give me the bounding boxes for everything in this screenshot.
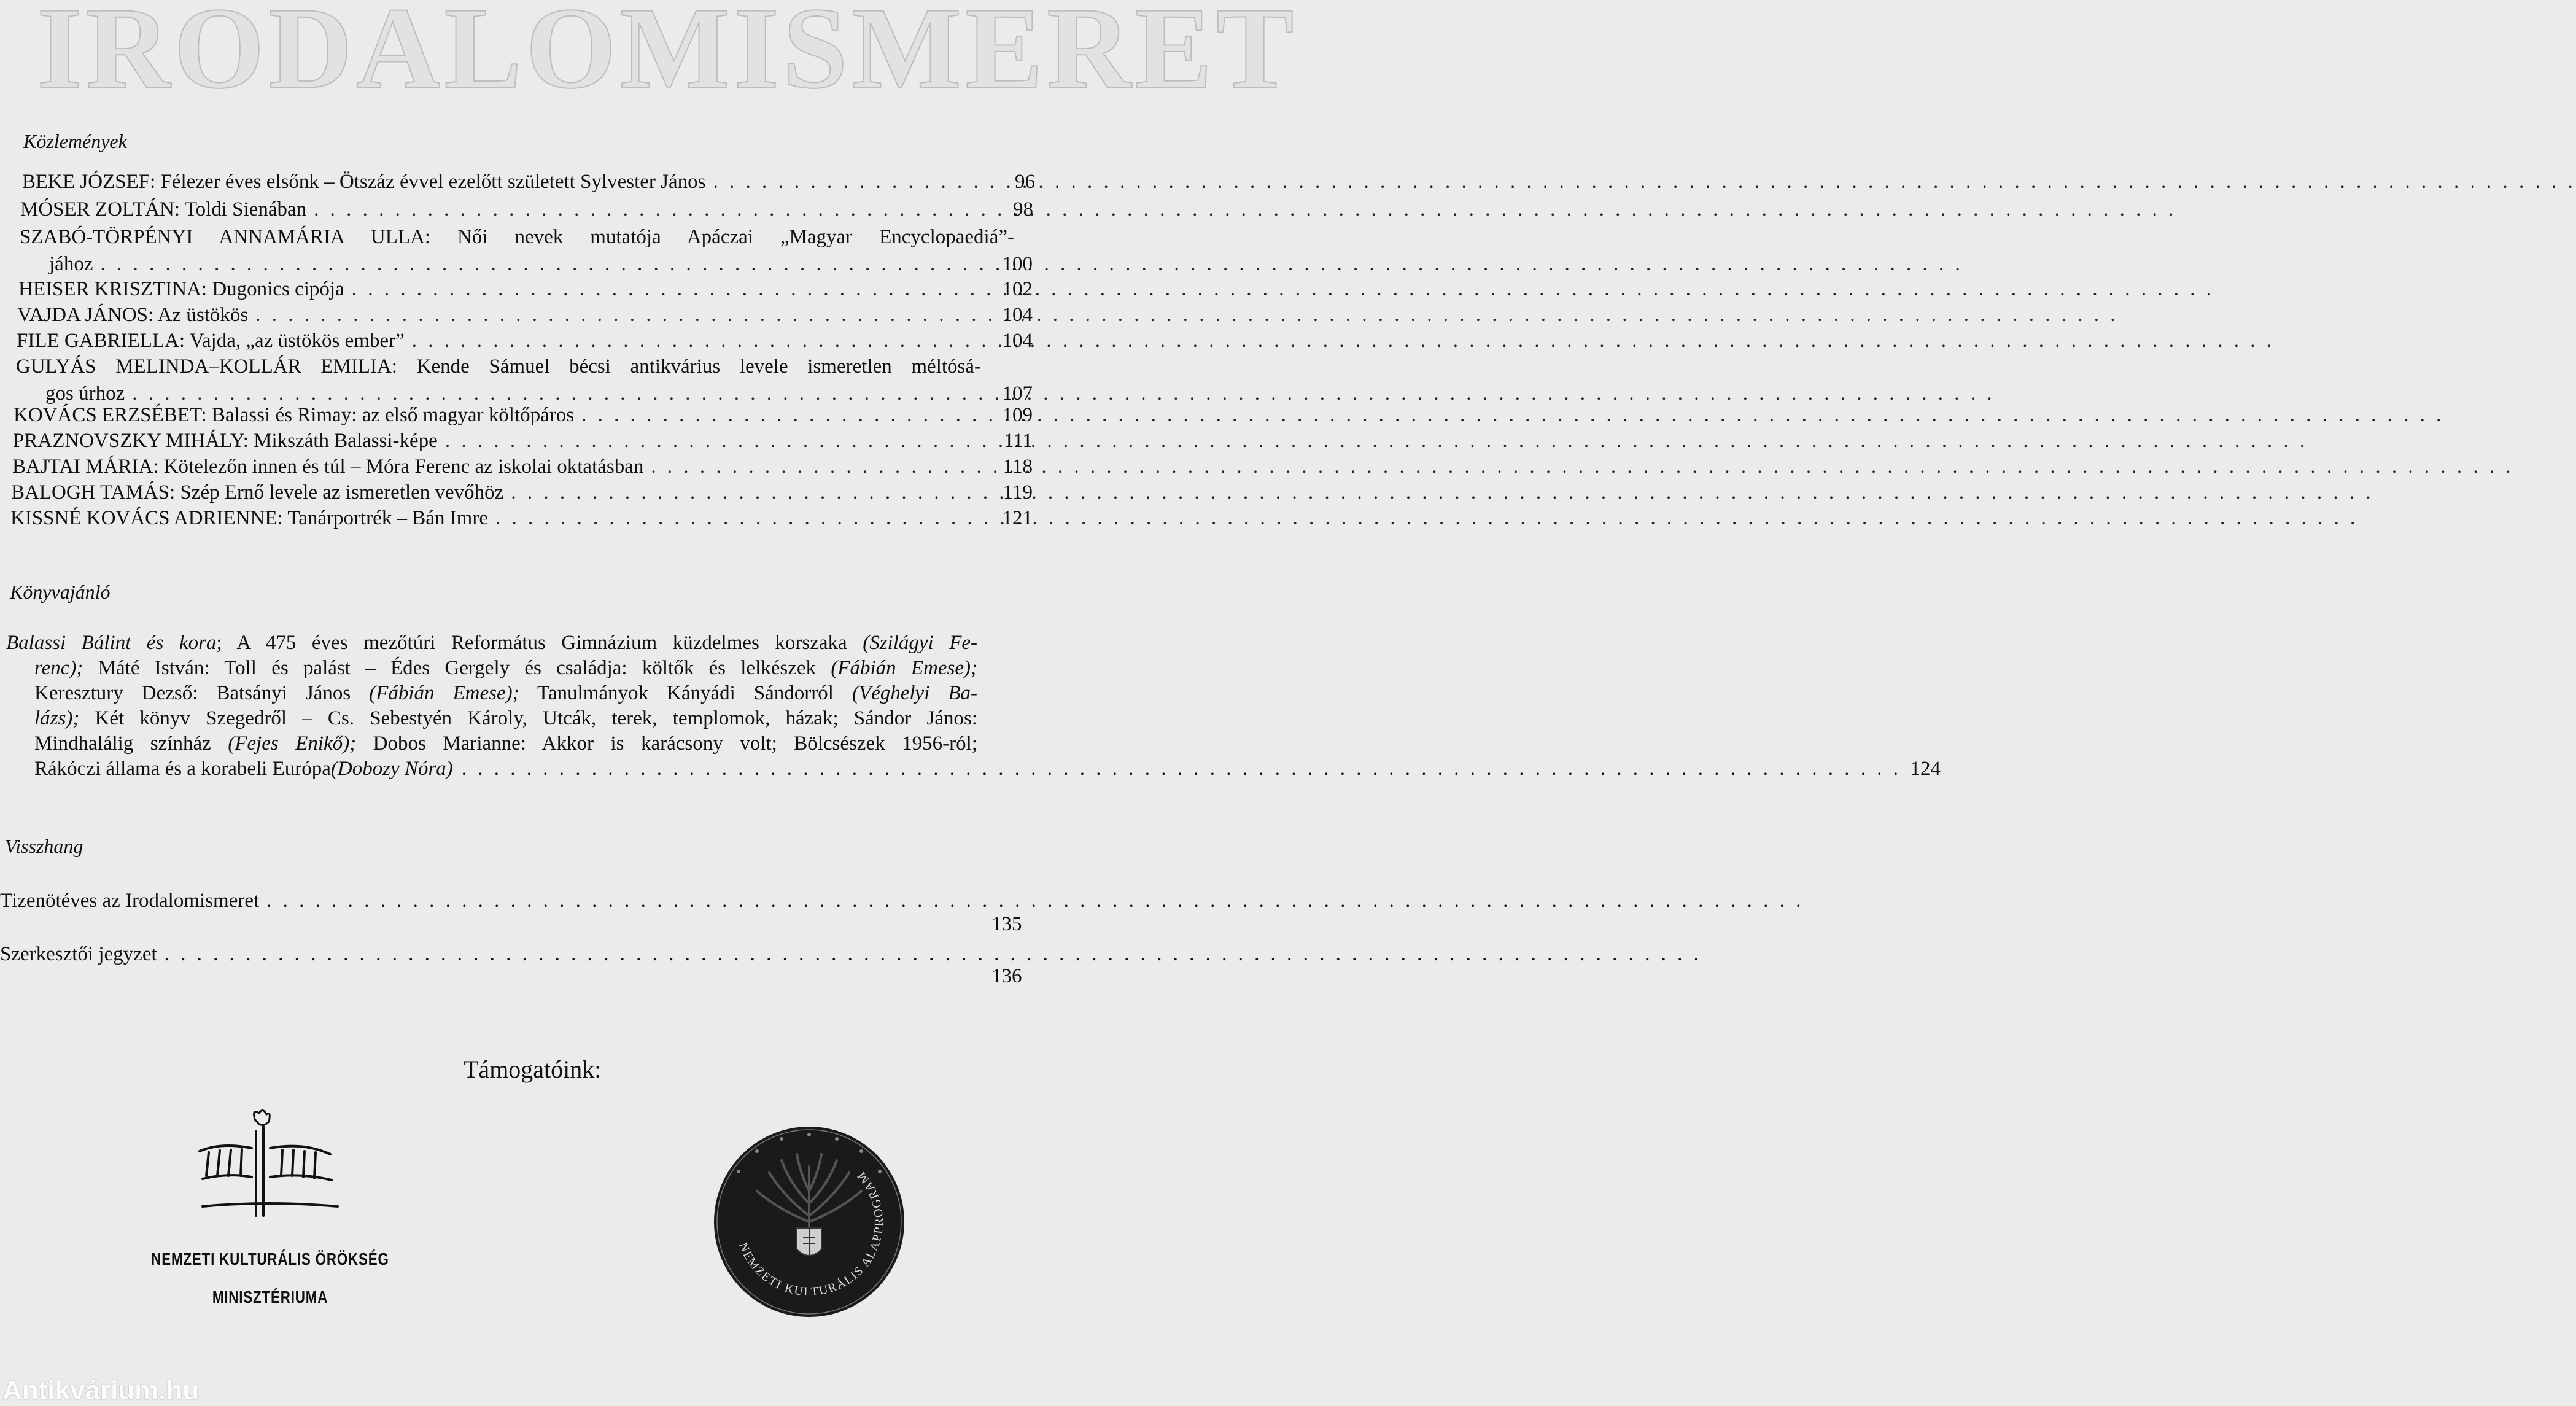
entry-title: Kötelezőn innen és túl – Móra Ferenc az iskolai oktatásban	[163, 456, 644, 478]
entry-page: 96	[1015, 171, 1035, 193]
toc-entry: VAJDA JÁNOS: Az üstökös . . . 104	[17, 302, 1033, 328]
section-title-konyvajanlo: Könyvajánló	[10, 581, 111, 603]
toc-entry: MÓSER ZOLTÁN: Toldi Sienában . . . 98	[20, 196, 1033, 222]
toc-entry: BEKE JÓZSEF: Félezer éves elsőnk – Ötszáz évvel ezelőtt született Sylvester János . . . 96	[22, 169, 1035, 195]
entry-title: Vajda, „az üstökös ember”	[189, 330, 405, 352]
entry-page: 124	[1910, 758, 1941, 780]
entry-page: 107	[1002, 383, 1033, 405]
leader-dots	[445, 428, 996, 454]
entry-author: BAJTAI MÁRIA	[12, 456, 153, 478]
leader-dots	[352, 276, 996, 302]
entry-page: 102	[1002, 278, 1033, 300]
leader-dots	[581, 402, 996, 428]
leader-dots	[651, 454, 996, 480]
entry-title: Tanárportrék – Bán Imre	[287, 507, 488, 529]
leader-dots	[255, 302, 996, 328]
entry-page: 118	[1003, 456, 1033, 478]
toc-entry: GULYÁS MELINDA–KOLLÁR EMILIA: Kende Sámuel bécsi antikvárius levele ismeretlen méltósá- gos úrhoz . . . 107	[16, 354, 1033, 406]
cultural-fund-seal	[711, 1124, 907, 1320]
review-line: Rákóczi állama és a korabeli Európa (Dobozy Nóra) . . . 124	[6, 756, 1036, 782]
entry-page: 121	[1002, 507, 1033, 529]
entry-page: 111	[1003, 430, 1033, 452]
leader-dots	[511, 480, 996, 505]
review-line: renc); Máté István: Toll és palást – Édes Gergely és családja: költők és lelkészek (Fábián Emese);	[34, 657, 978, 679]
entry-title: Szép Ernő levele az ismeretlen vevőhöz	[180, 481, 504, 503]
entry-author: BALOGH TAMÁS	[11, 481, 170, 503]
entry-page: 135	[991, 913, 1022, 935]
leader-dots	[165, 941, 1702, 967]
entry-page: 109	[1002, 404, 1033, 426]
toc-entry: BAJTAI MÁRIA: Kötelezőn innen és túl – Móra Ferenc az iskolai oktatásban . . . 118	[12, 454, 1033, 480]
entry-title: Dugonics cipója	[212, 278, 344, 300]
entry-title: Balassi és Rimay: az első magyar költőpáros	[211, 404, 575, 426]
entry-author: GULYÁS MELINDA–KOLLÁR EMILIA	[16, 355, 392, 378]
entry-author: PRAZNOVSZKY MIHÁLY	[13, 430, 243, 452]
entry-author: MÓSER ZOLTÁN	[20, 198, 174, 220]
review-line: Balassi Bálint és kora; A 475 éves mezőtúri Református Gimnázium küzdelmes korszaka (Szilágyi Fe-	[6, 632, 978, 654]
entry-author: VAJDA JÁNOS	[17, 304, 149, 326]
leader-dots	[266, 888, 1804, 914]
entry-title: Mikszáth Balassi-képe	[254, 430, 438, 452]
sponsors-heading: Támogatóink:	[464, 1055, 602, 1083]
ministry-logo	[190, 1108, 344, 1222]
entry-title: Női nevek mutatója Apáczai „Magyar Encyclopaediá”-	[457, 226, 1014, 248]
leader-dots	[713, 169, 998, 195]
review-line: lázs); Két könyv Szegedről – Cs. Sebestyén Károly, Utcák, terek, templomok, házak; Sándor János:	[34, 707, 977, 729]
entry-title-continued: jához	[49, 253, 93, 275]
entry-title-continued: gos úrhoz	[45, 383, 125, 405]
entry-title: Félezer éves elsőnk – Ötszáz évvel ezelőtt született Sylvester János	[160, 171, 706, 193]
toc-entry	[0, 888, 1031, 935]
seal-text: NEMZETI KULTURÁLIS ALAPPROGRAM	[735, 1168, 886, 1299]
entry-page: 104	[1002, 330, 1033, 352]
entry-author: HEISER KRISZTINA	[18, 278, 201, 300]
review-line: Keresztury Dezső: Batsányi János (Fábián Emese); Tanulmányok Kányádi Sándorról (Véghelyi Ba-	[34, 682, 978, 704]
entry-title: Az üstökös	[157, 304, 249, 326]
leader-dots	[314, 196, 996, 222]
watermark: Antikvárium.hu	[2, 1375, 200, 1405]
review-line: Mindhalálig színház (Fejes Enikő); Dobos Marianne: Akkor is karácsony volt; Bölcsészek 1956-ról;	[34, 732, 977, 755]
section-title-kozlemenyek: Közlemények	[23, 130, 127, 152]
entry-title: Kende Sámuel bécsi antikvárius levele ismeretlen méltósá-	[416, 355, 982, 378]
toc-entry: KISSNÉ KOVÁCS ADRIENNE: Tanárportrék – Bán Imre . . . 121	[10, 505, 1033, 531]
entry-title: Toldi Sienában	[184, 198, 307, 220]
section-title-visszhang: Visszhang	[5, 835, 83, 857]
ministry-name-line1: NEMZETI KULTURÁLIS ÖRÖKSÉG	[151, 1249, 389, 1268]
entry-page: 104	[1002, 304, 1033, 326]
leader-dots	[495, 505, 996, 531]
entry-author: KOVÁCS ERZSÉBET	[14, 404, 201, 426]
entry-title: Szerkesztői jegyzet	[0, 943, 157, 965]
entry-author: KISSNÉ KOVÁCS ADRIENNE	[10, 507, 277, 529]
leader-dots	[462, 756, 1901, 782]
ministry-name-line2: MINISZTÉRIUMA	[212, 1288, 328, 1307]
entry-author: FILE GABRIELLA	[17, 330, 179, 352]
entry-page: 119	[1003, 481, 1033, 503]
toc-entry: PRAZNOVSZKY MIHÁLY: Mikszáth Balassi-képe . . . 111	[13, 428, 1033, 454]
journal-masthead: IRODALOMISMERET	[37, 0, 1298, 113]
entry-page: 98	[1013, 198, 1033, 220]
entry-author: SZABÓ-TÖRPÉNYI ANNAMÁRIA ULLA	[20, 226, 425, 248]
entry-page: 100	[1002, 253, 1033, 275]
entry-page: 136	[991, 965, 1022, 987]
entry-author: BEKE JÓZSEF	[22, 171, 150, 193]
book-reviews-block	[6, 631, 1941, 782]
toc-entry	[0, 941, 1031, 987]
toc-entry: SZABÓ-TÖRPÉNYI ANNAMÁRIA ULLA: Női nevek mutatója Apáczai „Magyar Encyclopaediá”- jához . . . 100	[20, 224, 1033, 277]
leader-dots	[412, 328, 996, 354]
toc-entry: FILE GABRIELLA: Vajda, „az üstökös ember” . . . 104	[17, 328, 1033, 354]
toc-entry: BALOGH TAMÁS: Szép Ernő levele az ismeretlen vevőhöz . . . 119	[11, 480, 1033, 505]
entry-title: Tizenötéves az Irodalomismeret	[0, 890, 260, 912]
leader-dots	[100, 251, 996, 277]
toc-entry: KOVÁCS ERZSÉBET: Balassi és Rimay: az első magyar költőpáros . . . 109	[14, 402, 1033, 428]
toc-entry: HEISER KRISZTINA: Dugonics cipója . . . 102	[18, 276, 1033, 302]
